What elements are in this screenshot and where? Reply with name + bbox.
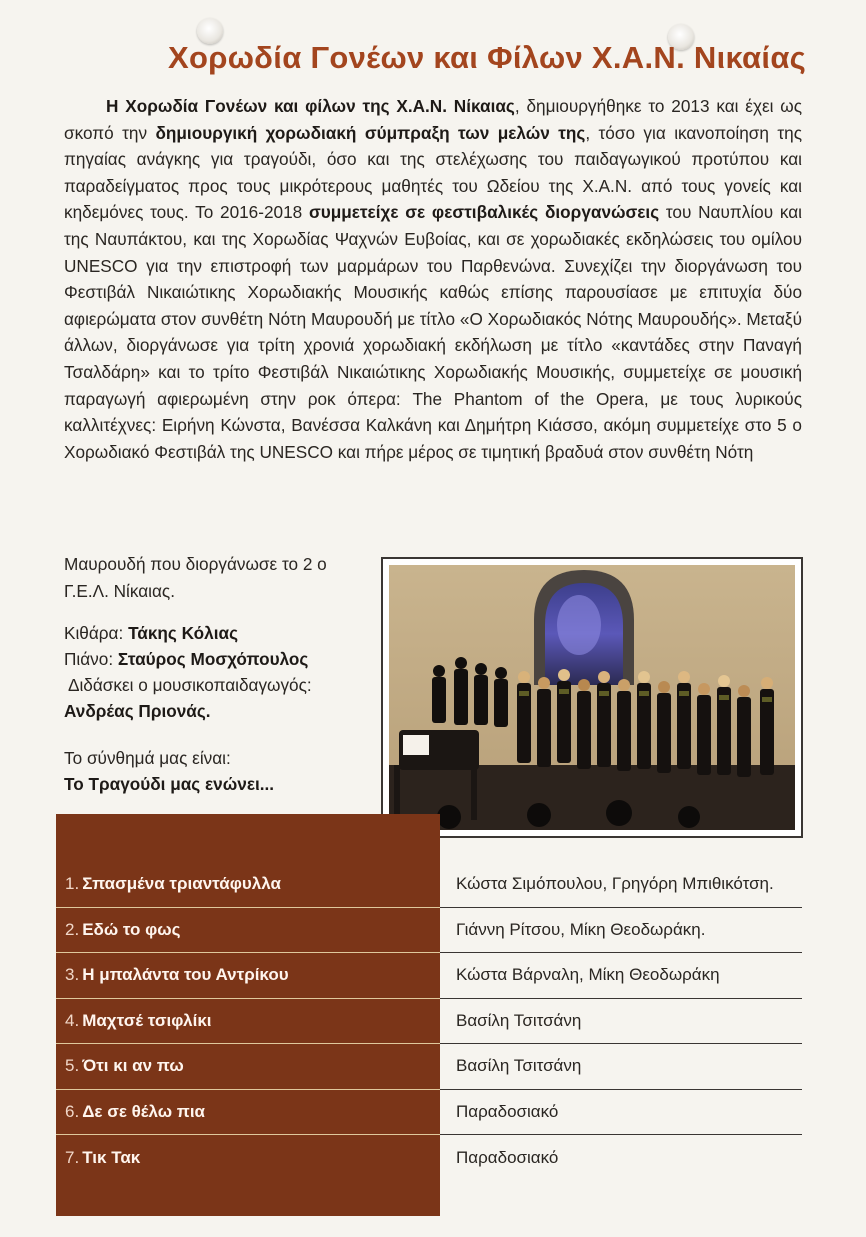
teacher-label: Διδάσκει ο μουσικοπαιδαγωγός:	[68, 675, 312, 695]
song-credit: Κώστα Σιμόπουλου, Γρηγόρη Μπιθικότση.	[440, 862, 802, 908]
program-row	[56, 908, 802, 954]
musicians-credits	[64, 620, 364, 724]
intro-bold-2: δημιουργική χορωδιακή σύμπραξη των μελών της	[155, 122, 586, 143]
song-title: Ότι κι αν πω	[82, 1056, 184, 1076]
song-title: Μαχτσέ τσιφλίκι	[82, 1010, 212, 1030]
program-row	[56, 1135, 802, 1181]
motto-text: Το Τραγούδι μας ενώνει...	[64, 774, 275, 794]
song-credit: Γιάννη Ρίτσου, Μίκη Θεοδωράκη.	[440, 908, 802, 954]
song-title: Δε σε θέλω πια	[82, 1101, 205, 1121]
page-title: Χορωδία Γονέων και Φίλων Χ.Α.Ν. Νικαίας	[168, 40, 807, 75]
song-number: 3.	[65, 965, 80, 985]
program-row	[56, 1090, 802, 1136]
piano-label: Πιάνο:	[64, 649, 114, 669]
motto-block	[64, 745, 364, 797]
song-credit: Παραδοσιακό	[456, 1147, 559, 1167]
guitar-label: Κιθάρα:	[64, 623, 124, 643]
intro-bold-3: συμμετείχε σε φεστιβαλικές διοργανώσεις	[308, 202, 660, 223]
song-number: 2.	[65, 919, 80, 939]
program-list	[56, 862, 802, 1181]
song-number: 7.	[65, 1147, 80, 1167]
program-row	[56, 999, 802, 1045]
program-row	[56, 953, 802, 999]
song-title: Η μπαλάντα του Αντρίκου	[82, 965, 289, 985]
intro-text-3: του Ναυπλίου και της Ναυπάκτου, και της Χορωδίας Ψαχνών Ευβοίας, και σε χορωδιακές εκδηλώσεις του ομίλου UNESCO για την επιστροφή των μαρμάρων του Παρθενώνα. Συνεχίζει την διοργάνωση του Φεστιβάλ Νικαιώτικης Χορωδιακής Μουσικής καθώς επίσης παρουσίασε με επιτυχία δύο αφιερώματα στον συνθέτη Νότη Μαυρουδή με τίτλο «Ο Χορωδιακός Νότης Μαυρουδής». Μεταξύ άλλων, διοργάνωσε για τρίτη χρονιά χορωδιακή εκδήλωση με τίτλο «καντάδες στην Παναγή Τσαλδάρη» και το τρίτο Φεστιβάλ Νικαιώτικης Χορωδιακής Μουσικής, συμμετείχε σε μουσική παραγωγή αφιερωμένη στην ροκ όπερα: The Phantom of the Opera, με τους λυρικούς καλλιτέχνες: Ειρήνη Κώνστα, Βανέσσα Καλκάνη και Δημήτρη Κιάσσο, ακόμη συμμετείχε στο 5 ο Χορωδιακό Φεστιβάλ της UNESCO και πήρε μέρος σε τιμητική βραδυά στον συνθέτη Νότη	[64, 202, 802, 462]
song-credit: Παραδοσιακό	[440, 1090, 802, 1136]
teacher-name: Ανδρέας Πριονάς.	[64, 701, 211, 721]
guitar-credit	[64, 620, 364, 646]
program-row	[56, 862, 802, 908]
guitar-name: Τάκης Κόλιας	[128, 623, 239, 643]
song-number: 1.	[65, 874, 80, 894]
song-title: Εδώ το φως	[82, 919, 181, 939]
song-title: Τικ Τακ	[82, 1147, 141, 1167]
song-number: 5.	[65, 1056, 80, 1076]
choir-photo-image	[389, 565, 795, 830]
intro-text-1: , δημιουργήθηκε το 2013 και έχει ως σκοπό την	[64, 96, 802, 143]
intro-bold-1: Η Χορωδία Γονέων και φίλων της Χ.Α.Ν. Νίκαιας	[106, 96, 515, 116]
song-number: 6.	[65, 1101, 80, 1121]
piano-credit	[64, 646, 364, 672]
intro-tail: Μαυρουδή που διοργάνωσε το 2 ο Γ.Ε.Λ. Νίκαιας.	[64, 554, 327, 601]
choir-photo	[381, 557, 803, 838]
song-credit: Κώστα Βάρναλη, Μίκη Θεοδωράκη	[440, 953, 802, 999]
piano-name: Σταύρος Μοσχόπουλος	[117, 649, 309, 669]
song-number: 4.	[65, 1010, 80, 1030]
intro-paragraph	[64, 93, 802, 465]
intro-text-2: , τόσο για ικανοποίηση της πηγαίας ανάγκης για τραγούδι, όσο και της στελέχωσης του παιδαγωγικού προτύπου και παραδείγματος προς τους μικρότερους μαθητές του Ωδείου της Χ.Α.Ν. από τους γονείς και κηδεμόνες τους. Το 2016-2018	[64, 122, 802, 223]
song-title: Σπασμένα τριαντάφυλλα	[82, 874, 281, 894]
motto-label: Το σύνθημά μας είναι:	[64, 748, 231, 768]
song-credit: Βασίλη Τσιτσάνη	[440, 1044, 802, 1090]
song-credit: Βασίλη Τσιτσάνη	[440, 999, 802, 1045]
program-row	[56, 1044, 802, 1090]
